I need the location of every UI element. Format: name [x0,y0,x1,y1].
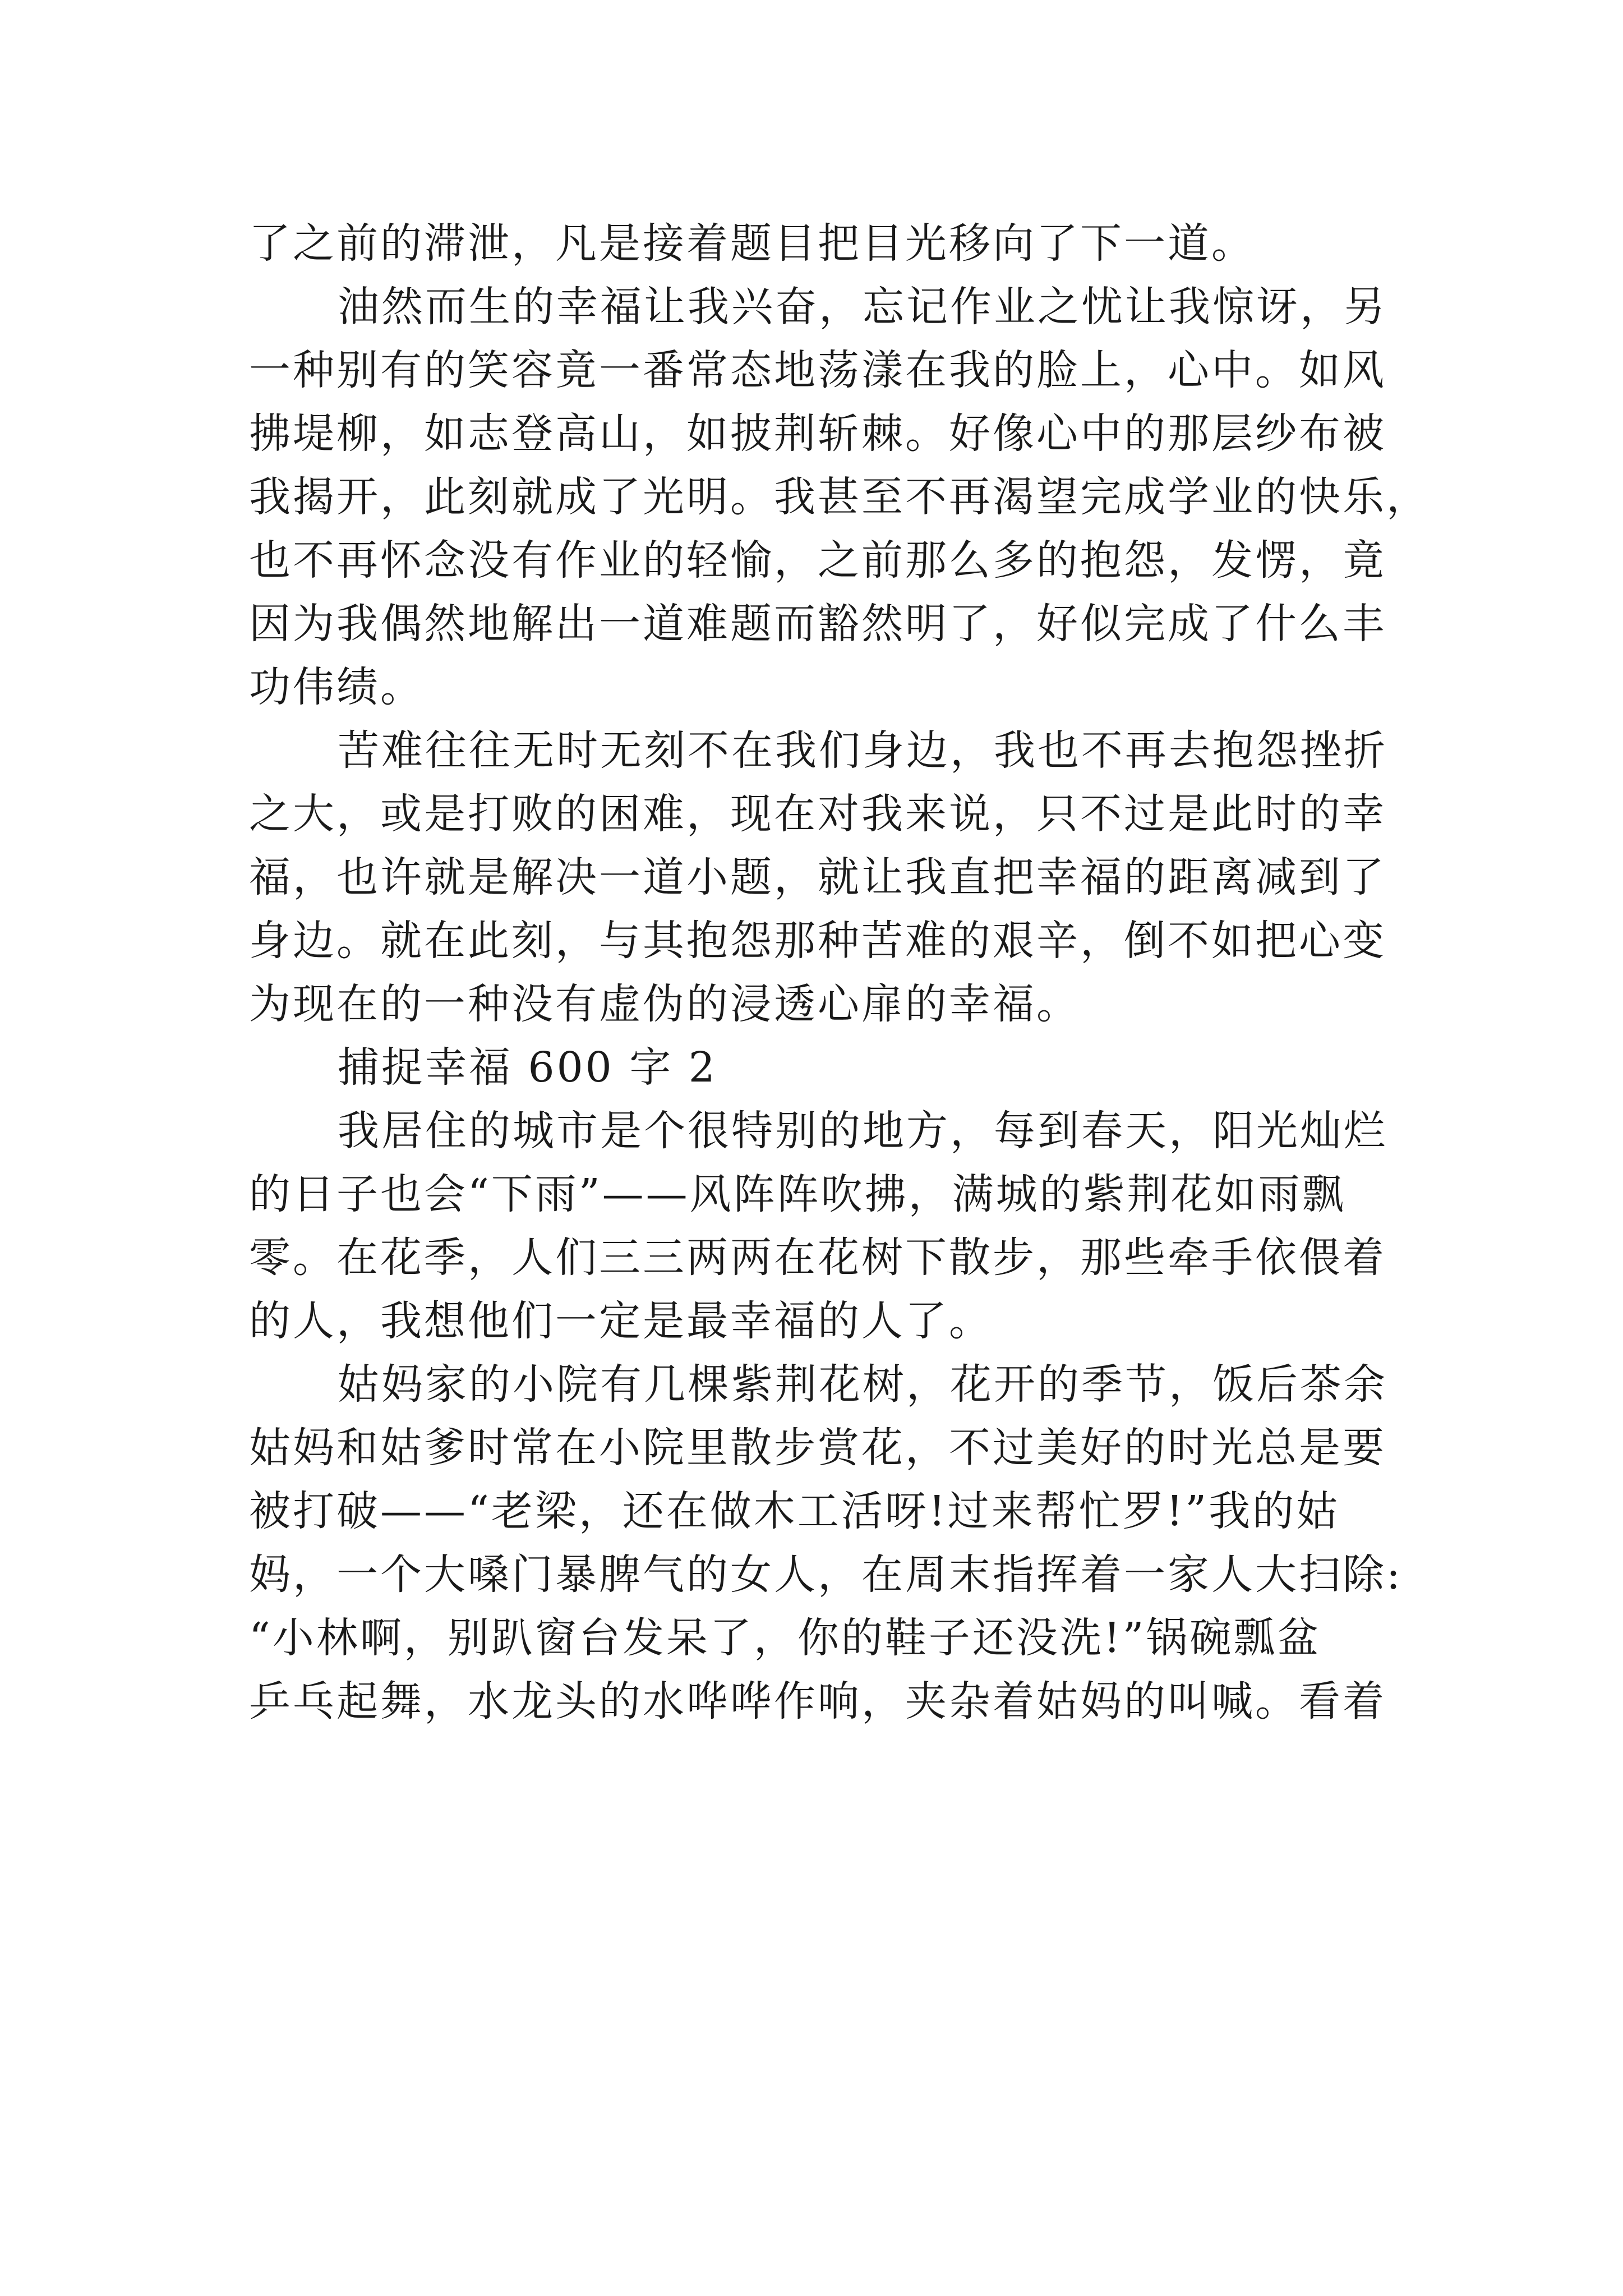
paragraph-first-line: 油然而生的幸福让我兴奋，忘记作业之忧让我惊讶，另 [338,283,1387,331]
section-heading: 捕捉幸福 600 字 2 [338,1043,717,1092]
text-line: 为现在的一种没有虚伪的浸透心扉的幸福。 [249,980,1080,1028]
text-line: 之大，或是打败的困难，现在对我来说，只不过是此时的幸 [249,790,1386,838]
text-line: 身边。就在此刻，与其抱怨那种苦难的艰辛，倒不如把心变 [249,917,1386,965]
text-line: 零。在花季，人们三三两两在花树下散步，那些牵手依偎着 [249,1234,1386,1282]
text-line: 拂堤柳，如志登高山，如披荆斩棘。好像心中的那层纱布被 [249,409,1386,458]
text-line: “小林啊，别趴窗台发呆了，你的鞋子还没洗!”锅碗瓢盆 [249,1614,1321,1662]
text-line: 的日子也会“下雨”——风阵阵吹拂，满城的紫荆花如雨飘 [249,1170,1346,1218]
text-line: 福，也许就是解决一道小题，就让我直把幸福的距离减到了 [249,853,1386,901]
text-line: 了之前的滞泄，凡是接着题目把目光移向了下一道。 [249,219,1255,268]
text-line: 我揭开，此刻就成了光明。我甚至不再渴望完成学业的快乐， [249,473,1430,521]
paragraph-first-line: 姑妈家的小院有几棵紫荆花树，花开的季节，饭后茶余 [338,1360,1387,1409]
text-line: 因为我偶然地解出一道难题而豁然明了，好似完成了什么丰 [249,600,1386,648]
text-line: 也不再怀念没有作业的轻愉，之前那么多的抱怨，发愣，竟 [249,536,1386,585]
text-line: 功伟绩。 [249,663,424,711]
paragraph-first-line: 我居住的城市是个很特别的地方，每到春天，阳光灿烂 [338,1107,1387,1155]
text-line: 被打破——“老梁，还在做木工活呀!过来帮忙罗!”我的姑 [249,1487,1340,1535]
text-line: 妈，一个大嗓门暴脾气的女人，在周末指挥着一家人大扫除: [249,1550,1403,1599]
text-line: 的人，我想他们一定是最幸福的人了。 [249,1297,993,1345]
document-body [249,212,1430,1733]
paragraph-first-line: 苦难往往无时无刻不在我们身边，我也不再去抱怨挫折 [338,726,1387,775]
text-line: 一种别有的笑容竟一番常态地荡漾在我的脸上，心中。如风 [249,346,1386,394]
text-line: 姑妈和姑爹时常在小院里散步赏花，不过美好的时光总是要 [249,1424,1386,1472]
text-line: 乒乓起舞，水龙头的水哗哗作响，夹杂着姑妈的叫喊。看着 [249,1677,1386,1726]
